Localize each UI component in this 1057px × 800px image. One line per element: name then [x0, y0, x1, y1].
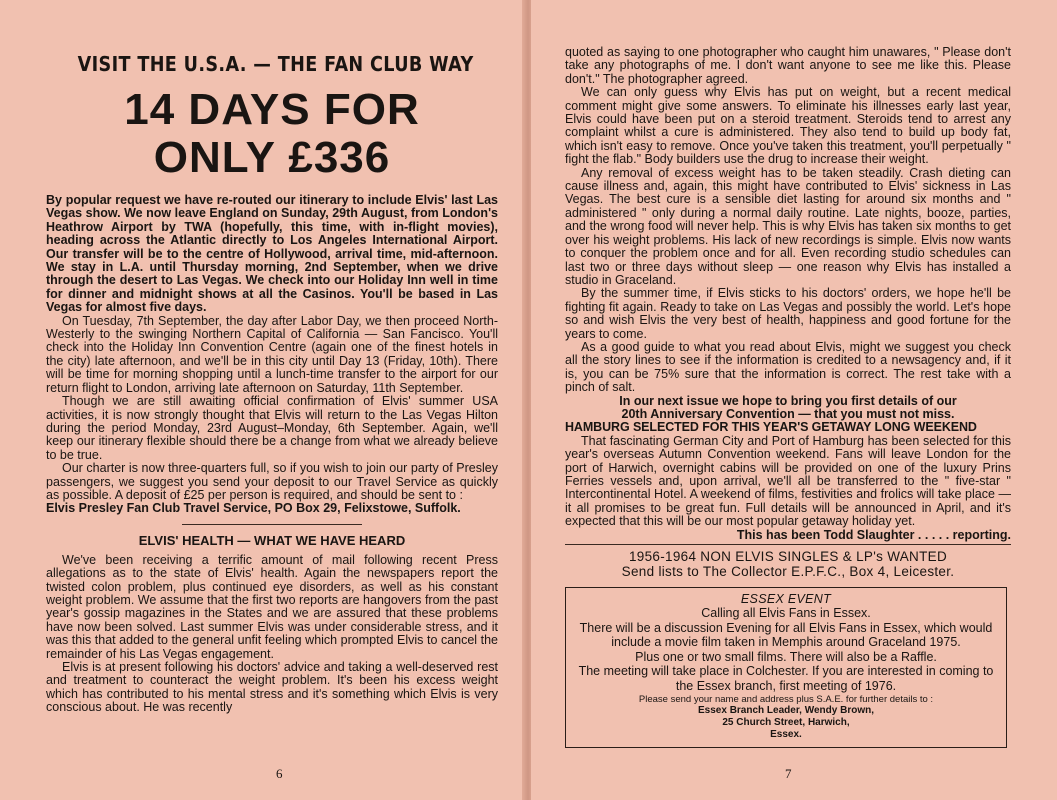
charter-paragraph: Our charter is now three-quarters full, so if you wish to join our party of Presley passengers, we suggest you send your deposit to our Travel Service as quickly as possible. A deposit of £25 per person is required, and should be sent to : [46, 461, 498, 502]
right-page [531, 0, 1057, 800]
next-issue-line-2: 20th Anniversary Convention — that you must not miss. [621, 406, 955, 421]
hamburg-paragraph: That fascinating German City and Port of Hamburg has been selected for this year's overseas Autumn Convention weekend. Fans will leave London for the port of Harwich, overnight cabins will be provided on one of the luxury Prins Ferries vessels and, upon arrival, we'll all be transferred to the " five-star " Intercontinental Hotel. A weekend of films, festivities and frolics will take place — it all promises to be great fun. Full details will be announced in April, and it's expected that this will be our most popular getaway holiday yet. [565, 433, 1011, 529]
wanted-ad-line-2: Send lists to The Collector E.P.F.C., Box 4, Leicester. [621, 564, 955, 580]
hamburg-heading: HAMBURG SELECTED FOR THIS YEAR'S GETAWAY LONG WEEKEND [565, 420, 977, 435]
itinerary-paragraph: On Tuesday, 7th September, the day after Labor Day, we then proceed North-Westerly to the swinging Northern Capital of California — San Fancisco. You'll check into the Holiday Inn Convention Centre (again one of the finest hotels in the city) late afternoon, and we'll be in this city until Day 13 (Friday, 10th). There will be time for morning shopping until a lunch-time transfer to the airport for our return flight to London, arriving late afternoon on Saturday, 11th September. [46, 313, 498, 395]
page-number-right: 7 [785, 766, 792, 781]
summer-activities-paragraph: Though we are still awaiting official confirmation of Elvis' summer USA activities, it is now strongly thought that Elvis will return to the Las Vegas Hilton during the period Monday, 23rd August–Monday, 6th September. Again, we'll keep our itinerary flexible should there be a change from what we already believe to be true. [46, 394, 498, 462]
health-paragraph-2: Elvis is at present following his doctors' advice and taking a well-deserved rest and treatment to counteract the weight problem. It's been his excess weight which has contributed to his mental stress and it's something which Elvis is very conscious about. He was recently [46, 660, 498, 715]
essex-small-print: Please send your name and address plus S.A.E. for further details to : [638, 693, 934, 705]
headline-visit-usa: VISIT THE U.S.A. — THE FAN CLUB WAY [77, 52, 474, 76]
headline-14-days: 14 DAYS FOR [124, 85, 420, 134]
right-column [565, 46, 1011, 748]
signoff-rule [565, 544, 1011, 545]
left-page [0, 0, 525, 800]
signoff: This has been Todd Slaughter . . . . . reporting. [736, 527, 1011, 542]
wanted-ad-line-1: 1956-1964 NON ELVIS SINGLES & LP's WANTED [629, 549, 947, 565]
summer-paragraph: By the summer time, if Elvis sticks to his doctors' orders, we hope he'll be fighting fit again. Ready to take on Las Vegas and possibly the world. Let's hope so and wish Elvis the very best of health, happiness and good fortune for the years to come. [565, 286, 1011, 341]
diet-paragraph: Any removal of excess weight has to be taken steadily. Crash dieting can cause illness and, again, this might have contributed to Elvis' sickness in Las Vegas. The best cure is a sensible diet lasting for around six months and " administered " only during a normal daily routine. Late nights, booze, parties, and the wrong food will never help. This is why Elvis has taken six months to get over his weight problems. His lack of new recordings is simple. Elvis now wants to conquer the problem once and for all. Even recording studio schedules can last two or three days without sleep — one reason why Elvis has installed a studio in Graceland. [565, 165, 1011, 287]
travel-service-address: Elvis Presley Fan Club Travel Service, PO Box 29, Felixstowe, Suffolk. [46, 501, 461, 516]
essex-event-box [565, 587, 1007, 748]
health-heading: ELVIS' HEALTH — WHAT WE HAVE HEARD [138, 532, 406, 548]
section-divider [182, 524, 362, 525]
essex-event-title: ESSEX EVENT [740, 592, 832, 607]
essex-calling: Calling all Elvis Fans in Essex. [701, 606, 871, 621]
headline-price: ONLY £336 [153, 133, 391, 182]
essex-address-2: 25 Church Street, Harwich, [722, 716, 850, 728]
essex-line-3: The meeting will take place in Colchester. If you are interested in coming to the Essex branch, first meeting of 1976. [578, 664, 994, 693]
left-column [46, 46, 498, 715]
essex-address-3: Essex. [770, 728, 802, 740]
page-number-left: 6 [276, 766, 283, 781]
guide-paragraph: As a good guide to what you read about Elvis, might we suggest you check all the story lines to see if the information is credited to a newsagency and, if it is, you can be 75% sure that the information is correct. The rest take with a pinch of salt. [565, 339, 1011, 395]
next-issue-line-1: In our next issue we hope to bring you first details of our [619, 393, 957, 408]
essex-line-1: There will be a discussion Evening for all Elvis Fans in Essex, which would include a movie film taken in Memphis around Graceland 1975. [579, 620, 993, 650]
intro-paragraph: By popular request we have re-routed our itinerary to include Elvis' last Las Vegas show. We now leave England on Sunday, 29th August, from London's Heathrow Airport by TWA (hopefully, this time, with in-flight movies), heading across the Atlantic directly to Los Angeles International Airport. Our transfer will be to the centre of Hollywood, arrival time, mid-afternoon. We stay in L.A. until Thursday morning, 2nd September, when we drive through the desert to Las Vegas. We check into our Holiday Inn well in time for dinner and midnight shows at all the Casinos. You'll be based in Las Vegas for almost five days. [46, 193, 498, 315]
essex-line-2: Plus one or two small films. There will also be a Raffle. [635, 649, 937, 664]
essex-address-1: Essex Branch Leader, Wendy Brown, [698, 704, 874, 716]
weight-paragraph: We can only guess why Elvis has put on weight, but a recent medical comment might give some answers. To eliminate his illnesses early last year, Elvis could have been put on a steroid treatment. Steroids tend to arrest any complaint whilst a cure is administered. They also tend to build up body fat, which isn't easy to remove. Once you've taken this treatment, you'll perpetually " fight the flab." Body builders use the drug to increase their weight. [565, 85, 1011, 167]
health-paragraph-1: We've been receiving a terrific amount of mail following recent Press allegations as to the state of Elvis' health. Again the newspapers report the twisted colon problem, plus continued eye disorders, as well as his constant weight problem. We assume that the first two reports are hangovers from the past year's gossip magazines in the States and we are assured that these problems have now been solved. Last summer Elvis was under considerable stress, and it was this that added to the general unfit feeling which prompted Elvis to cancel the remainder of his Las Vegas engagement. [46, 552, 498, 661]
continued-paragraph: quoted as saying to one photographer who caught him unawares, " Please don't take any photographs of me. I don't want anyone to see me like this. Please don't." The photographer agreed. [565, 45, 1011, 86]
